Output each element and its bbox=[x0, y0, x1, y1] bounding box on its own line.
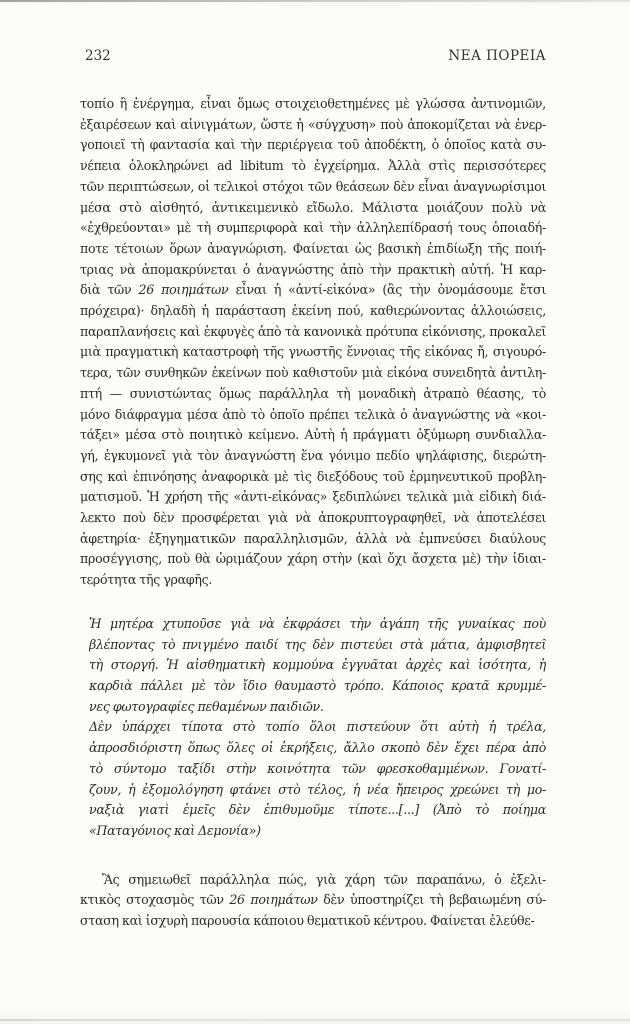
text-line: «Παταγόνιος καὶ Δεμονία») bbox=[89, 822, 261, 838]
text-line: παραπλανήσεις καὶ ἐκφυγὲς ἀπὸ τὰ κανονικὰ πρότυπα εἰκόνισης, προκαλεῖ bbox=[80, 323, 546, 339]
text-line: ζουν, ἡ ἐξομολόγηση φτάνει στὸ τέλος, ἡ νέα ἤπειρος χρεώνει τὴ μο- bbox=[89, 781, 546, 797]
text-line: ματισμοῦ. Ἡ χρήση τῆς «ἀντι-εἰκόνας» ξεδιπλώνει τελικὰ μιὰ εἰδικὴ διά- bbox=[80, 489, 546, 505]
text-line: ἀπροσδιόριστη ὅπως ὅλες οἱ ἐκρήξεις, ἄλλο σκοπὸ δὲν ἔχει πέρα ἀπὸ bbox=[89, 740, 546, 756]
text-line: τοπίο ἢ ἐνέργημα, εἶναι ὅμως στοιχειοθετημένες μὲ γλώσσα ἀντινομιῶν, bbox=[80, 96, 546, 111]
text-line: μέσα στὸ αἰσθητό, ἀντικειμενικὸ εἴδωλο. Μάλιστα μοιάζουν πολὺ νὰ bbox=[80, 199, 546, 215]
text-line: σης καὶ ἐπινόησης ἀναφορικὰ μὲ τὶς διεξόδους τοῦ ἑρμηνευτικοῦ προβλη- bbox=[80, 468, 546, 484]
text-line: ναξιὰ γιατὶ ἐμεῖς δὲν ἐπιθυμοῦμε τίποτε...[...] (Ἀπὸ τὸ ποίημα bbox=[89, 802, 546, 818]
scan-edge-top bbox=[0, 0, 630, 2]
text-line: Ἂς σημειωθεῖ παράλληλα πώς, γιὰ χάρη τῶν παραπάνω, ὁ ἐξελι- bbox=[102, 871, 546, 887]
text-line: τερότητα τῆς γραφῆς. bbox=[80, 572, 213, 588]
text-column bbox=[80, 94, 546, 932]
text-line: «ἐχθρεύονται» μὲ τὴ συμπεριφορὰ καὶ τὴν ἀλληλεπίδρασή τους ὁποιαδή- bbox=[80, 220, 546, 236]
text-line: γοποιεῖ τὴ φαντασία καὶ τὴν περιέργεια τοῦ ἀποδέκτη, ὁ ὁποῖος κατὰ συ- bbox=[80, 137, 546, 153]
text-line: τριας νὰ ἀπομακρύνεται ὁ ἀναγνώστης ἀπὸ τὴν πρακτικὴ αὐτή. Ἡ καρ- bbox=[80, 261, 546, 277]
text-line: νες φωτογραφίες πεθαμένων παιδιῶν. bbox=[89, 698, 324, 714]
text-line: γή, ἐγκυμονεῖ γιὰ τὸν ἀναγνώστη ἕνα γόνιμο πεδίο ψηλάφισης, διερώτη- bbox=[80, 447, 546, 463]
text-line: τὴ στοργή. Ἡ αἰσθηματικὴ κομμούνα ἐγγυᾶται ἀρχὲς καὶ ἰσότητα, ἡ bbox=[89, 657, 546, 673]
quote-block bbox=[89, 717, 546, 841]
text-line: βλέποντας τὸ πνιγμένο παιδί της δὲν πιστεύει στὰ μάτια, ἀμφισβητεῖ bbox=[89, 636, 546, 652]
text-line: τῶν περιπτώσεων, οἱ τελικοὶ στόχοι τῶν θεάσεων δὲν εἶναι ἀναγνωρίσιμοι bbox=[80, 178, 546, 194]
running-title: ΝΕΑ ΠΟΡΕΙΑ bbox=[448, 48, 546, 64]
quote-block bbox=[89, 614, 546, 718]
text-line: νέπεια ὁλοκληρώνει ad libitum τὸ ἐγχείρημα. Ἀλλὰ στὶς περισσότερες bbox=[80, 158, 546, 174]
text-line: πρόχειρα)· δηλαδὴ ἡ παράσταση ἐκείνη πού, καθιερώνοντας ἀλλοιώσεις, bbox=[80, 303, 546, 319]
text-line: διὰ τῶν 26 ποιημάτων εἶναι ἡ «ἀντί-εἰκόνα» (ἂς τὴν ὀνομάσουμε ἔτσι bbox=[80, 282, 546, 298]
paragraph bbox=[80, 870, 546, 932]
text-line: Δὲν ὑπάρχει τίποτα στὸ τοπίο ὅλοι πιστεύουν ὅτι αὐτὴ ἡ τρέλα, bbox=[89, 719, 546, 735]
text-line: καρδιὰ πάλλει μὲ τὸν ἴδιο θαυμαστὸ τρόπο. Κάποιος κρατᾶ κρυμμέ- bbox=[89, 677, 546, 693]
page-number: 232 bbox=[85, 48, 111, 64]
text-line: κτικὸς στοχασμὸς τῶν 26 ποιημάτων δὲν ὑποστηρίζει τὴ βεβαιωμένη σύ- bbox=[80, 892, 546, 908]
text-line: σταση καὶ ἰσχυρὴ παρουσία κάποιου θεματικοῦ κέντρου. Φαίνεται ἐλεύθε- bbox=[80, 913, 535, 929]
text-line: μιὰ πραγματικὴ καταστροφὴ τῆς γνωστῆς ἔννοιας τῆς εἰκόνας ἤ, σιγουρό- bbox=[80, 344, 546, 360]
text-line: ποτε τέτοιων ὅρων ἀναγνώριση. Φαίνεται ὡς βασικὴ ἐπιδίωξη τῆς ποιή- bbox=[80, 240, 546, 256]
text-line: πτή — συνιστώντας ὅμως παράλληλα τὴ μοναδικὴ ἀτραπὸ θέασης, τὸ bbox=[80, 385, 546, 401]
text-line: μόνο διάφραγμα μέσα ἀπὸ τὸ ὁποῖο πρέπει τελικὰ ὁ ἀναγνώστης νὰ «κοι- bbox=[80, 406, 546, 422]
text-line: τερα, τῶν συνθηκῶν ἐκείνων ποὺ καθιστοῦν μιὰ εἰκόνα συνειδητὰ ἀντιλη- bbox=[80, 365, 546, 381]
paragraph bbox=[80, 94, 546, 591]
text-line: προσέγγισης, ποὺ θὰ ὡριμάζουν χάρη στὴν (καὶ ὄχι ἄσχετα μὲ) τὴν ἰδιαι- bbox=[80, 551, 546, 567]
text-line: ἀφετηρία· ἐξηγηματικῶν παραλληλισμῶν, ἀλλὰ νὰ ἐμπνεύσει διαύλους bbox=[80, 530, 546, 546]
text-line: τάξει» μέσα στὸ ποιητικὸ κείμενο. Αὐτὴ ἡ πράγματι ὀξύμωρη συνδιαλλα- bbox=[80, 427, 546, 443]
scan-edge-bottom bbox=[0, 1019, 630, 1021]
text-line: τὸ σύντομο ταξίδι στὴν κοινότητα τῶν φρεσκοθαμμένων. Γονατί- bbox=[89, 760, 546, 776]
text-line: ἐξαιρέσεων καὶ αἰνιγμάτων, ὥστε ἡ «σύγχυση» ποὺ ἀποκομίζεται νὰ ἐνερ- bbox=[80, 116, 546, 132]
text-line: λεκτο ποὺ δὲν προσφέρεται γιὰ νὰ ἀποκρυπτογραφηθεῖ, νὰ ἀποτελέσει bbox=[80, 510, 546, 526]
page-header bbox=[85, 48, 546, 64]
text-line: Ἡ μητέρα χτυποῦσε γιὰ νὰ ἐκφράσει τὴν ἀγάπη τῆς γυναίκας ποὺ bbox=[89, 615, 546, 631]
